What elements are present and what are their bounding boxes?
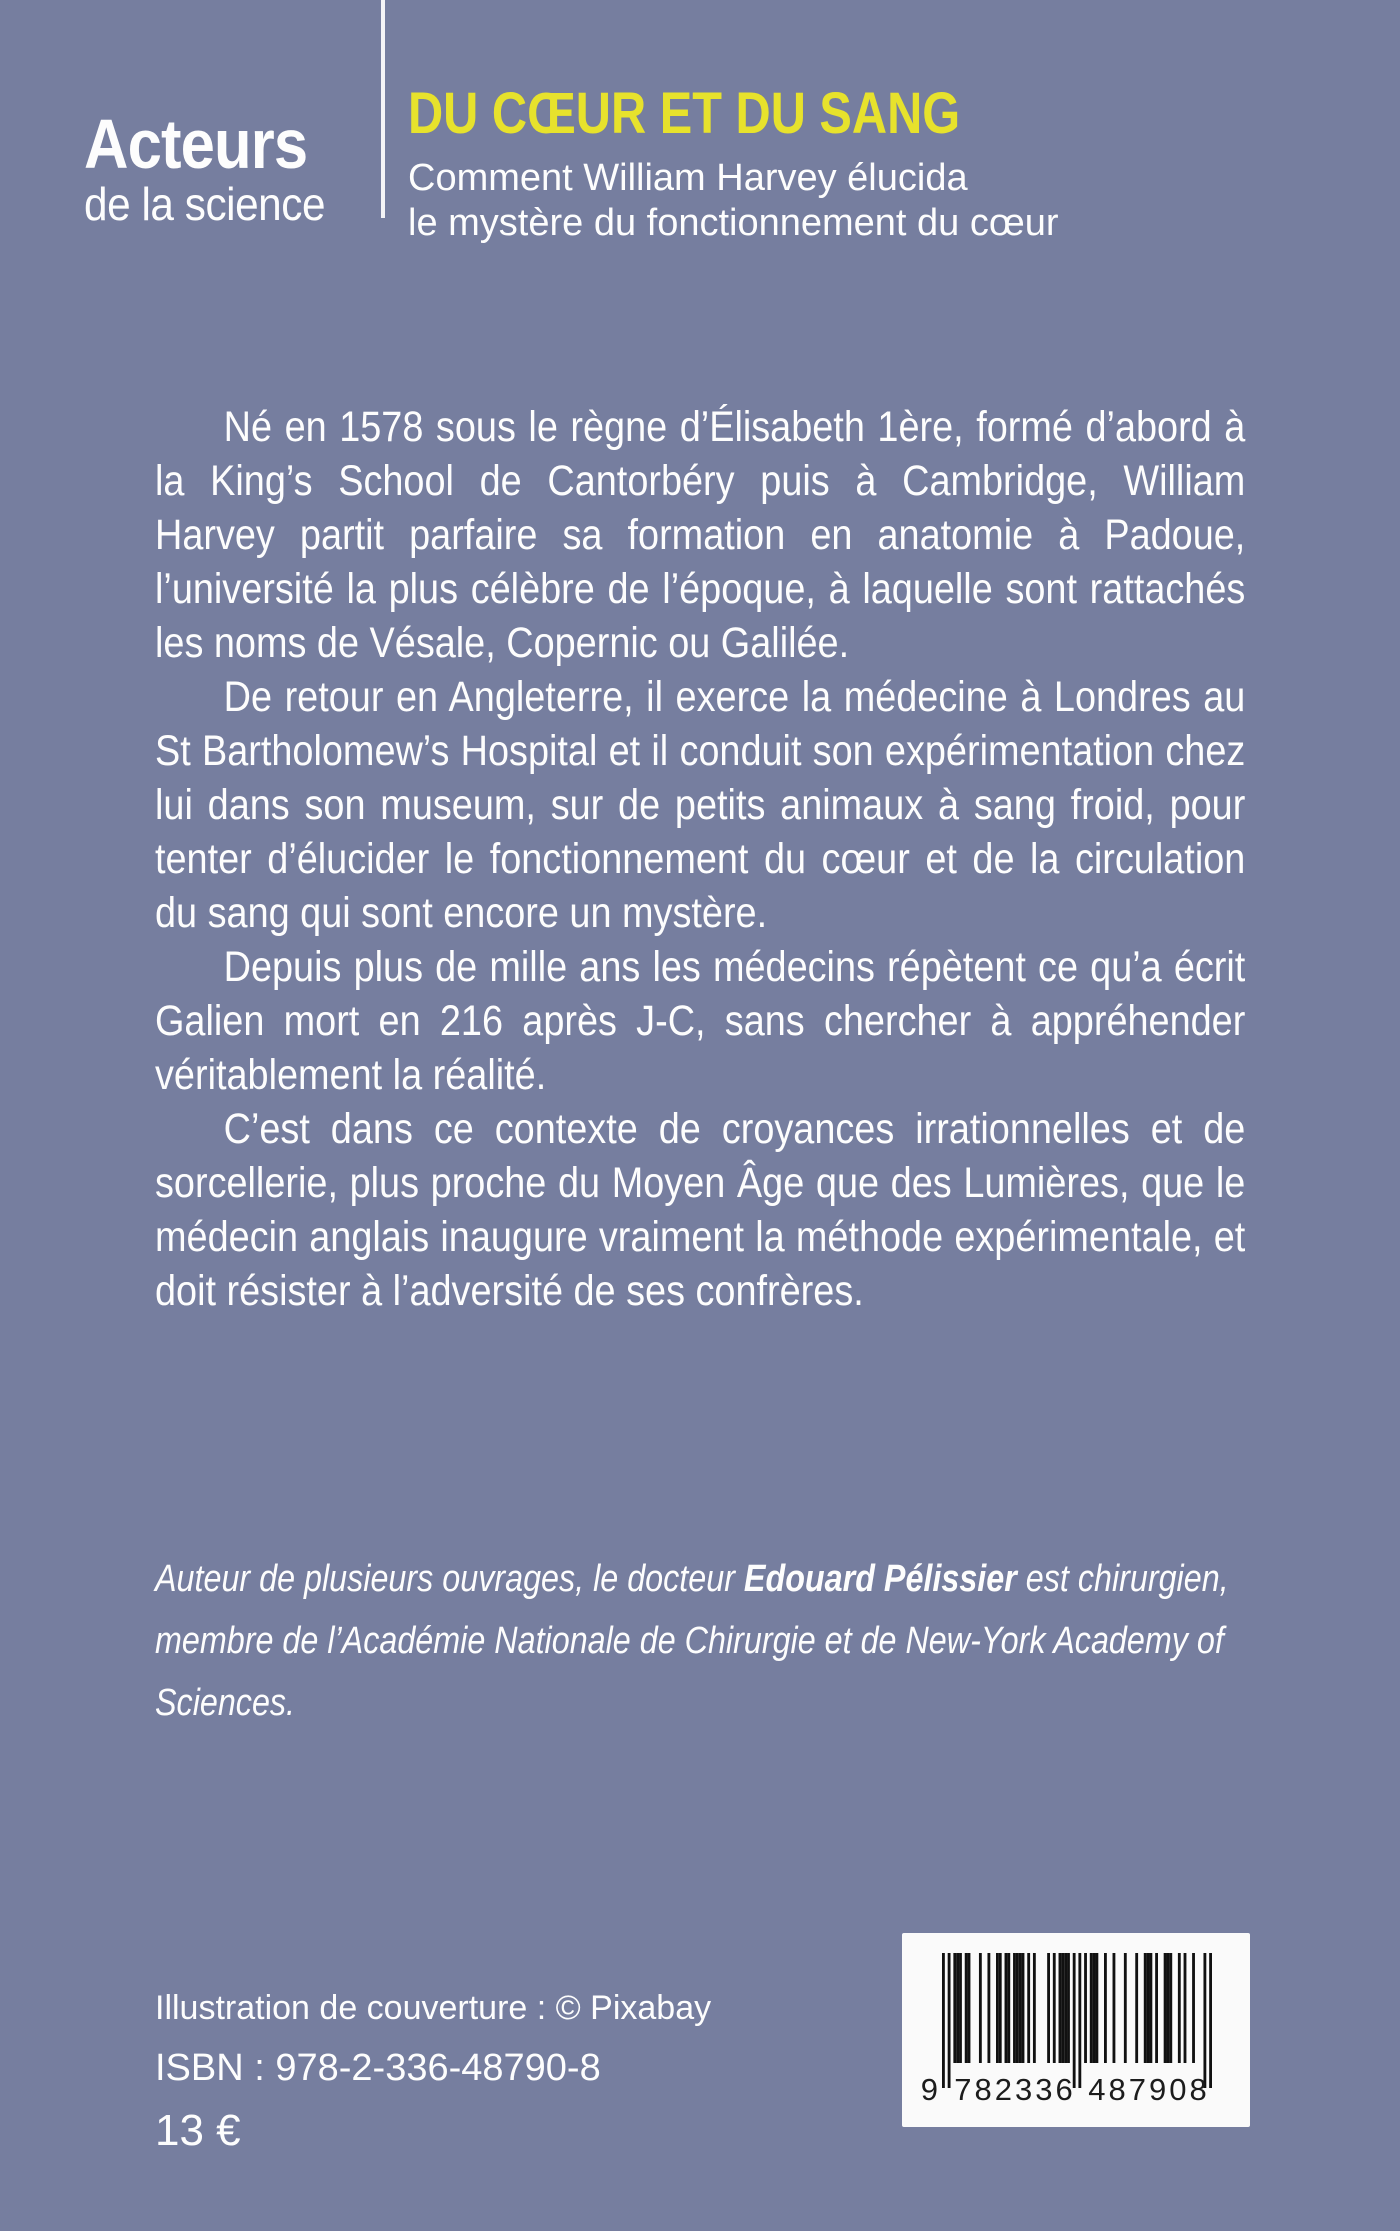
isbn-text: ISBN : 978-2-336-48790-8 <box>155 2047 601 2089</box>
synopsis <box>155 400 1245 1318</box>
book-subtitle <box>408 156 1348 246</box>
barcode-digits-right: 487908 <box>1088 2072 1210 2107</box>
publisher-logo <box>84 105 346 230</box>
barcode <box>902 1933 1250 2127</box>
barcode-digits-left: 782336 <box>954 2072 1076 2107</box>
publisher-logo-line1: Acteurs <box>84 105 308 183</box>
book-subtitle-line2: le mystère du fonctionnement du cœur <box>408 202 1059 244</box>
header-divider <box>381 0 385 218</box>
author-name: Edouard Pélissier <box>743 1558 1017 1600</box>
synopsis-paragraph: Né en 1578 sous le règne d’Élisabeth 1ère, formé d’abord à la King’s School de Cantorbéry puis à Cambridge, William Harvey partit parfaire sa formation en anatomie à Padoue, l’université la plus célèbre de l’époque, à laquelle sont rattachés les noms de Vésale, Copernic ou Galilée. <box>155 403 1246 667</box>
barcode-bars <box>942 1953 1212 2088</box>
book-subtitle-line1: Comment William Harvey élucida <box>408 157 968 199</box>
synopsis-paragraph: C’est dans ce contexte de croyances irrationnelles et de sorcellerie, plus proche du Moyen Âge que des Lumières, que le médecin anglais inaugure vraiment la méthode expérimentale, et doit résister à l’adversité de ses confrères. <box>155 1105 1246 1315</box>
cover-credit: Illustration de couverture : © Pixabay <box>155 1989 712 2027</box>
synopsis-paragraph: Depuis plus de mille ans les médecins répètent ce qu’a écrit Galien mort en 216 après J-C, sans chercher à appréhender véritablement la réalité. <box>155 943 1246 1099</box>
barcode-digit-first: 9 <box>920 2072 938 2107</box>
author-bio-text-before: Auteur de plusieurs ouvrages, le docteur <box>155 1558 744 1600</box>
book-title: DU CŒUR ET DU SANG <box>408 81 961 146</box>
synopsis-paragraph: De retour en Angleterre, il exerce la médecine à Londres au St Bartholomew’s Hospital et il conduit son expérimentation chez lui dans son museum, sur de petits animaux à sang froid, pour tenter d’élucider le fonctionnement du cœur et de la circulation du sang qui sont encore un mystère. <box>155 673 1246 937</box>
author-bio <box>155 1548 1245 1734</box>
title-block <box>408 81 1348 246</box>
price-text: 13 € <box>155 2106 241 2155</box>
author-bio-text-after: est chirurgien, membre de l’Académie Nationale de Chirurgie et de New-York Academy of Sciences. <box>155 1558 1229 1724</box>
publisher-logo-line2: de la science <box>84 178 326 230</box>
